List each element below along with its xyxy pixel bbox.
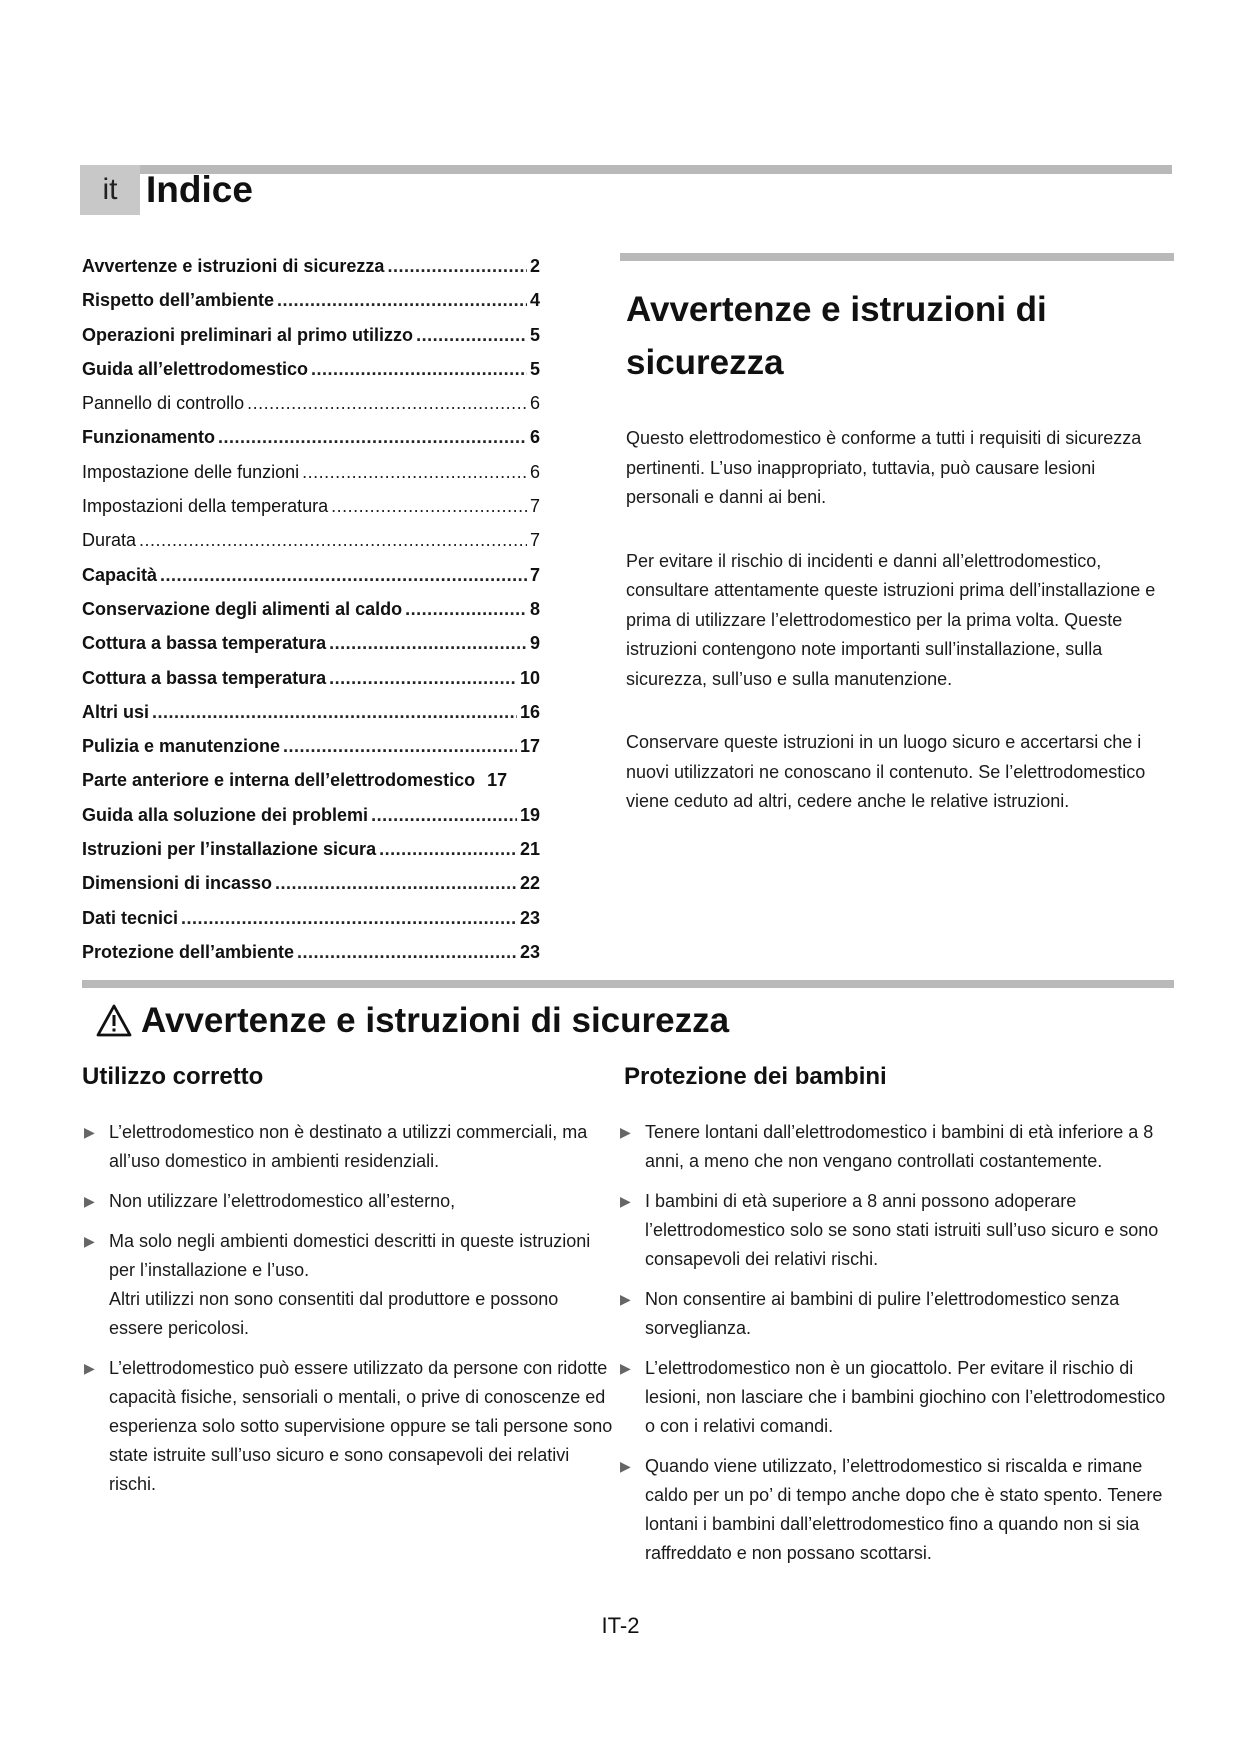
toc-leader-dots — [152, 701, 517, 723]
toc-entry-title: Avvertenze e istruzioni di sicurezza — [82, 256, 385, 276]
toc-entry — [82, 632, 540, 666]
toc-entry-title: Cottura a bassa temperatura — [82, 667, 327, 688]
list-item-text: L’elettrodomestico non è destinato a utilizzi commerciali, ma all’uso domestico in ambienti residenziali. — [109, 1122, 588, 1171]
list-item-text: Non utilizzare l’elettrodomestico all’esterno, — [109, 1191, 456, 1211]
toc-entry — [82, 289, 540, 323]
toc-leader-dots — [379, 838, 517, 860]
toc-entry-title: Operazioni preliminari al primo utilizzo — [82, 324, 414, 345]
page-number: IT-2 — [601, 1613, 640, 1638]
toc-entry-page: 5 — [529, 358, 540, 379]
toc-entry-page: 9 — [529, 633, 540, 654]
safety-intro-text — [626, 424, 1171, 851]
table-of-contents — [82, 255, 540, 975]
toc-entry-title: Dati tecnici — [82, 907, 179, 928]
toc-entry — [82, 426, 540, 460]
toc-entry — [82, 255, 540, 289]
toc-leader-dots — [387, 255, 527, 277]
toc-leader-dots — [311, 358, 527, 380]
toc-entry — [82, 324, 540, 358]
toc-leader-dots — [275, 872, 517, 894]
toc-entry — [82, 495, 540, 529]
safety-intro-title: Avvertenze e istruzioni di sicurezza — [626, 290, 1047, 382]
bullet-arrow-icon: ▶ — [84, 1124, 95, 1140]
toc-entry-title: Istruzioni per l’installazione sicura — [82, 839, 377, 860]
page-title: Indice — [146, 169, 253, 210]
list-item-text: Ma solo negli ambienti domestici descritti in queste istruzioni per l’installazione e l’uso. — [109, 1231, 591, 1280]
toc-entry — [82, 461, 540, 495]
list-item-text: L’elettrodomestico può essere utilizzato da persone con ridotte capacità fisiche, sensoriali o mentali, o prive di conoscenze ed esperienza solo sotto supervisione oppure se tali persone sono state istruite sull’uso sicuro e sono consapevoli dei relativi rischi. — [109, 1358, 613, 1494]
toc-entry-page: 7 — [529, 496, 540, 517]
toc-entry — [82, 667, 540, 701]
toc-leader-dots — [139, 529, 527, 551]
toc-entry-page: 22 — [519, 873, 540, 894]
toc-leader-dots — [160, 564, 527, 586]
toc-leader-dots — [247, 392, 527, 414]
list-item — [82, 1187, 614, 1216]
toc-entry — [82, 804, 540, 838]
toc-leader-dots — [329, 667, 517, 689]
toc-entry-title: Protezione dell’ambiente — [82, 941, 295, 962]
bullet-arrow-icon: ▶ — [620, 1291, 631, 1307]
toc-entry-title: Conservazione degli alimenti al caldo — [82, 598, 403, 619]
toc-entry — [82, 907, 540, 941]
list-item — [618, 1285, 1174, 1343]
toc-leader-dots — [371, 804, 517, 826]
toc-leader-dots — [283, 735, 517, 757]
toc-entry — [82, 769, 540, 803]
toc-entry-title: Guida alla soluzione dei problemi — [82, 804, 369, 825]
toc-entry-title: Rispetto dell’ambiente — [82, 290, 275, 311]
toc-entry-title: Dimensioni di incasso — [82, 873, 273, 894]
list-item — [82, 1118, 614, 1176]
toc-entry — [82, 838, 540, 872]
toc-entry-page: 17 — [519, 736, 540, 757]
toc-entry-title: Durata — [82, 530, 137, 551]
toc-entry-page: 2 — [529, 256, 540, 276]
toc-entry-page: 6 — [529, 461, 540, 482]
correct-use-title: Utilizzo corretto — [82, 1063, 264, 1090]
toc-entry — [82, 564, 540, 598]
warnings-title — [96, 1000, 729, 1042]
child-protection-title: Protezione dei bambini — [624, 1063, 887, 1090]
toc-entry-page: 8 — [529, 598, 540, 619]
list-item-text: Quando viene utilizzato, l’elettrodomestico si riscalda e rimane caldo per un po’ di tempo anche dopo che è stato spento. Tenere lontani i bambini dall’elettrodomestico fino a quando non si sia raffreddato e non possano scottarsi. — [645, 1456, 1163, 1563]
toc-entry-page: 17 — [487, 770, 508, 791]
toc-leader-dots — [405, 598, 527, 620]
toc-leader-dots — [416, 324, 527, 346]
toc-entry-page: 7 — [529, 530, 540, 551]
toc-entry-page: 4 — [529, 290, 540, 311]
toc-entry-title: Parte anteriore e interna dell’elettrodomestico — [82, 770, 476, 791]
toc-entry-page: 7 — [529, 564, 540, 585]
toc-entry-title: Altri usi — [82, 701, 150, 722]
list-item-text: Tenere lontani dall’elettrodomestico i bambini di età inferiore a 8 anni, a meno che non vengano controllati costantemente. — [645, 1122, 1154, 1171]
bullet-arrow-icon: ▶ — [620, 1360, 631, 1376]
toc-entry-title: Pannello di controllo — [82, 393, 245, 414]
intro-paragraph: Per evitare il rischio di incidenti e danni all’elettrodomestico, consultare attentamente queste istruzioni prima dell’installazione e prima di utilizzare l’elettrodomestico per la prima volta. Queste istruzioni contengono note importanti sull’installazione, sulla sicurezza, sull’uso e sulla manutenzione. — [626, 550, 1156, 689]
warning-triangle-icon — [96, 1004, 132, 1038]
toc-entry — [82, 598, 540, 632]
toc-entry-title: Impostazioni della temperatura — [82, 496, 329, 517]
toc-leader-dots — [277, 289, 527, 311]
warnings-title-text: Avvertenze e istruzioni di sicurezza — [141, 1001, 730, 1040]
toc-entry — [82, 735, 540, 769]
intro-paragraph: Conservare queste istruzioni in un luogo sicuro e accertarsi che i nuovi utilizzatori ne conoscano il contenuto. Se l’elettrodomestico viene ceduto ad altri, cedere anche le relative istruzioni. — [626, 732, 1146, 811]
section-rule — [620, 253, 1174, 261]
toc-entry-title: Cottura a bassa temperatura — [82, 633, 327, 654]
toc-entry-title: Impostazione delle funzioni — [82, 461, 300, 482]
toc-entry-title: Capacità — [82, 564, 158, 585]
toc-entry-page: 6 — [529, 393, 540, 414]
toc-entry-title: Pulizia e manutenzione — [82, 736, 281, 757]
bullet-arrow-icon: ▶ — [84, 1233, 95, 1249]
toc-entry-page: 16 — [519, 701, 540, 722]
toc-entry — [82, 358, 540, 392]
list-item-text: L’elettrodomestico non è un giocattolo. Per evitare il rischio di lesioni, non lasciare che i bambini giochino con l’elettrodomestico o con i relativi comandi. — [645, 1358, 1166, 1436]
toc-entry-page: 19 — [519, 804, 540, 825]
list-item — [618, 1354, 1174, 1441]
toc-entry — [82, 529, 540, 563]
toc-entry-page: 6 — [529, 427, 540, 448]
bullet-arrow-icon: ▶ — [84, 1360, 95, 1376]
language-badge: it — [80, 165, 140, 215]
list-item-text: I bambini di età superiore a 8 anni possono adoperare l’elettrodomestico solo se sono stati istruiti sull’uso sicuro e sono consapevoli dei relativi rischi. — [645, 1191, 1159, 1269]
toc-entry — [82, 941, 540, 975]
toc-entry-page: 10 — [519, 667, 540, 688]
toc-entry — [82, 392, 540, 426]
toc-entry-page: 21 — [519, 839, 540, 860]
correct-use-list — [82, 1118, 614, 1510]
list-item — [82, 1227, 614, 1343]
intro-paragraph: Questo elettrodomestico è conforme a tutti i requisiti di sicurezza pertinenti. L’uso inappropriato, tuttavia, può causare lesioni personali e danni ai beni. — [626, 428, 1142, 507]
toc-entry-page: 23 — [519, 907, 540, 928]
toc-entry-title: Guida all’elettrodomestico — [82, 358, 309, 379]
toc-entry — [82, 701, 540, 735]
list-item-text: Non consentire ai bambini di pulire l’elettrodomestico senza sorveglianza. — [645, 1289, 1120, 1338]
toc-leader-dots — [297, 941, 517, 963]
toc-leader-dots — [331, 495, 527, 517]
toc-entry-page: 5 — [529, 324, 540, 345]
toc-leader-dots — [181, 907, 517, 929]
toc-entry — [82, 872, 540, 906]
toc-entry-page: 23 — [519, 941, 540, 962]
bullet-arrow-icon: ▶ — [620, 1193, 631, 1209]
bullet-arrow-icon: ▶ — [620, 1458, 631, 1474]
warnings-rule — [82, 980, 1174, 988]
bullet-arrow-icon: ▶ — [620, 1124, 631, 1140]
list-item — [82, 1354, 614, 1499]
bullet-arrow-icon: ▶ — [84, 1193, 95, 1209]
list-item — [618, 1118, 1174, 1176]
toc-leader-dots — [329, 632, 527, 654]
list-item-extra-text: Altri utilizzi non sono consentiti dal produttore e possono essere pericolosi. — [109, 1289, 559, 1338]
toc-leader-dots — [302, 461, 527, 483]
toc-entry-title: Funzionamento — [82, 427, 215, 448]
child-protection-list — [618, 1118, 1174, 1579]
list-item — [618, 1452, 1174, 1568]
toc-leader-dots — [218, 426, 527, 448]
list-item — [618, 1187, 1174, 1274]
